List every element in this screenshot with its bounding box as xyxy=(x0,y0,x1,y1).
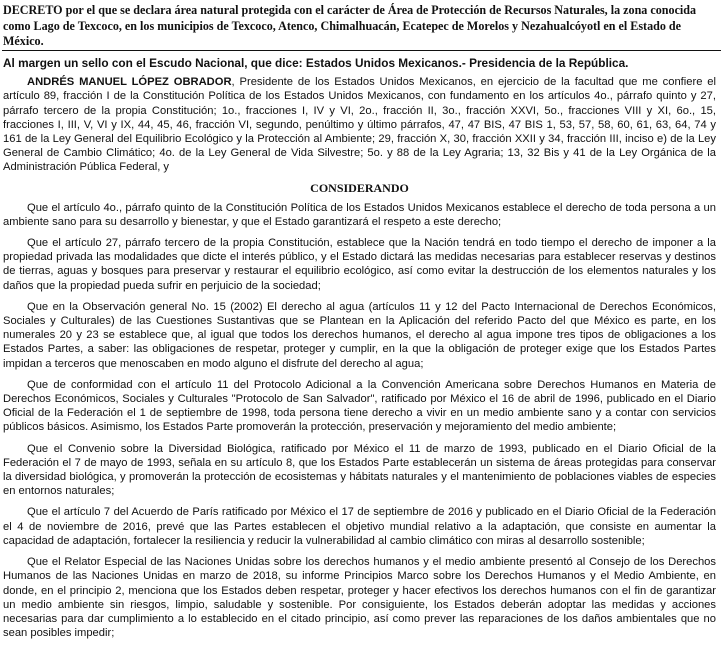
title-divider xyxy=(2,50,721,51)
considerando-paragraph: Que en la Observación general No. 15 (2002) El derecho al agua (artículos 11 y 12 del Pacto Internacional de Derechos Económicos, Sociales y Culturales) de las Cuestiones Sustantivas que se Plantean en la Aplicación del referido Pacto del que México es parte, en los numerales 20 y 23 se establece que, al igual que todos los derechos humanos, el derecho al agua impone tres tipos de obligaciones a los Estados Partes, a saber: las obligaciones de respetar, proteger y cumplir, en la que la obligación de proteger exige que los Estados Partes impidan a terceros que menoscaben en modo alguno el disfrute del derecho al agua; xyxy=(3,300,716,370)
document-body xyxy=(3,56,716,647)
considerando-paragraph: Que el Convenio sobre la Diversidad Biológica, ratificado por México el 11 de marzo de 1993, publicado en el Diario Oficial de la Federación el 7 de mayo de 1993, señala en su artículo 8, que los Estados Parte establecerán un sistema de áreas protegidas para conservar la diversidad biológica, y promoverán la protección de ecosistemas y hábitats naturales y el mantenimiento de poblaciones viables de especies en entornos naturales; xyxy=(3,442,716,498)
president-name: ANDRÉS MANUEL LÓPEZ OBRADOR xyxy=(27,76,232,89)
considerando-paragraph: Que el artículo 4o., párrafo quinto de la Constitución Política de los Estados Unidos Mexicanos establece el derecho de toda persona a un ambiente sano para su desarrollo y bienestar, y que el Estado garantizará el respeto a este derecho; xyxy=(3,201,716,228)
considerando-paragraph: Que el Relator Especial de las Naciones Unidas sobre los derechos humanos y el medio ambiente presentó al Consejo de los Derechos Humanos de las Naciones Unidas en marzo de 2018, su informe Principios Marco sobre los Derechos Humanos y el Medio Ambiente, en donde, en el principio 2, menciona que los Estados deben respetar, proteger y hacer efectivos los derechos humanos con el fin de garantizar un medio ambiente sin riesgos, limpio, saludable y sostenible. Por consiguiente, los Estados deberán adoptar las medidas y acciones necesarias para dar cumplimiento a lo establecido en el citado principio, así como prever las reparaciones de los daños ambientales que no sean posibles impedir; xyxy=(3,556,716,640)
seal-note: Al margen un sello con el Escudo Nacional, que dice: Estados Unidos Mexicanos.- Presidencia de la República. xyxy=(3,56,629,70)
considerando-paragraph: Que de conformidad con el artículo 11 del Protocolo Adicional a la Convención Americana sobre Derechos Humanos en Materia de Derechos Económicos, Sociales y Culturales "Protocolo de San Salvador", ratificado por México el 16 de abril de 1996, publicado en el Diario Oficial de la Federación el 1 de septiembre de 1998, toda persona tiene derecho a vivir en un medio ambiente sano y a contar con servicios públicos básicos. Asimismo, los Estados Parte promoverán la protección, preservación y mejoramiento del medio ambiente; xyxy=(3,378,716,434)
decree-title: DECRETO por el que se declara área natural protegida con el carácter de Área de Protección de Recursos Naturales, la zona conocida como Lago de Texcoco, en los municipios de Texcoco, Atenco, Chimalhuacán, Ecatepec de Morelos y Nezahualcóyotl en el Estado de México. xyxy=(3,3,697,48)
intro-text: , Presidente de los Estados Unidos Mexicanos, en ejercicio de la facultad que me confiere el artículo 89, fracción I de la Constitución Política de los Estados Unidos Mexicanos, con fundamento en los artículos 4o., párrafo quinto y 27, párrafo tercero de la propia Constitución; 1o., fracciones I, IV y VI, 2o., fracción II, 3o., fracción XXVI, 5o., fracciones VIII y XI, 6o., 15, fracciones I, III, V, VI y IX, 44, 45, 46, fracción VI, segundo, penúltimo y último párrafos, 47, 47 BIS, 47 BIS 1, 53, 57, 58, 60, 61, 63, 64, 74 y 161 de la Ley General del Equilibrio Ecológico y la Protección al Ambiente; 29, fracción X, 30, fracción XXII y 34, fracción III, inciso e) de la Ley General de Cambio Climático; 4o. de la Ley General de Vida Silvestre; 5o. y 88 de la Ley Agraria; 13, 32 Bis y 41 de la Ley Orgánica de la Administración Pública Federal, y xyxy=(3,76,717,174)
section-heading-considerando: CONSIDERANDO xyxy=(310,180,409,195)
considerando-paragraph: Que el artículo 7 del Acuerdo de París ratificado por México el 17 de septiembre de 2016 y publicado en el Diario Oficial de la Federación el 4 de noviembre de 2016, prevé que las Partes establecen el objetivo mundial relativo a la adaptación, que consiste en aumentar la capacidad de adaptación, fortalecer la resiliencia y reducir la vulnerabilidad al cambio climático con miras al desarrollo sostenible; xyxy=(3,506,716,547)
intro-paragraph xyxy=(3,75,716,174)
considerando-paragraph: Que el artículo 27, párrafo tercero de la propia Constitución, establece que la Nación tendrá en todo tiempo el derecho de imponer a la propiedad privada las modalidades que dicte el interés público, y el Estado dictará las medidas necesarias para establecer reservas y destinos de tierras, aguas y bosques para preservar y restaurar el equilibrio ecológico, así como evitar la destrucción de los elementos naturales y los daños que la propiedad pueda sufrir en perjuicio de la sociedad; xyxy=(3,237,716,292)
